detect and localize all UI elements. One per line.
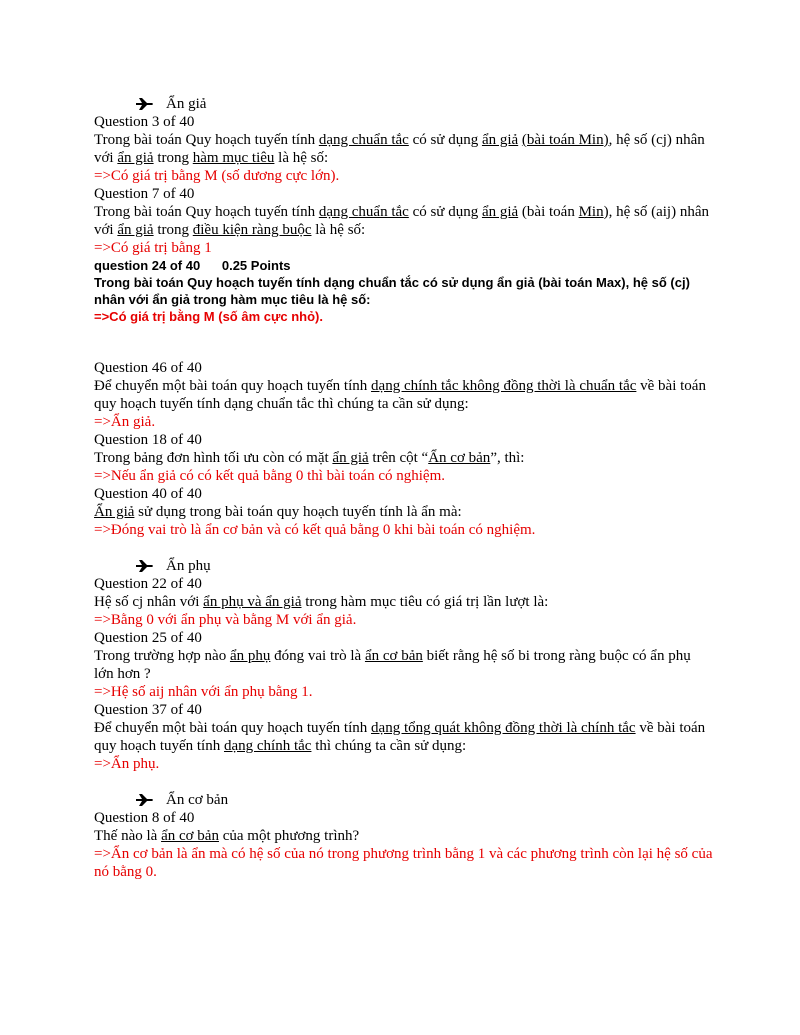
question-7 (94, 185, 714, 257)
question-label: Question 18 of 40 (94, 432, 202, 448)
airplane-icon (136, 559, 154, 573)
question-text (94, 827, 714, 845)
text: Hệ số cj nhân với (94, 594, 204, 610)
underlined-text: (bài toán Min) (521, 132, 609, 148)
text: Trong bài toán Quy hoạch tuyến tính (94, 204, 319, 220)
text: của một phương trình? (218, 828, 360, 844)
section-heading-an-co-ban (94, 791, 714, 809)
question-24 (94, 257, 714, 325)
underlined-text: Ẩn giả (94, 504, 135, 520)
question-text (94, 377, 714, 413)
text: Trong bài toán Quy hoạch tuyến tính (94, 132, 319, 148)
text: trong (153, 222, 193, 238)
underlined-text: ẩn giả (117, 222, 154, 238)
text: là hệ số: (274, 150, 329, 166)
text: , hệ số (cj) nhân với (94, 132, 705, 166)
text: biết rằng hệ số bi trong ràng buộc có ẩn phụ lớn hơn ? (94, 648, 691, 682)
section-title: Ẩn cơ bản (166, 792, 229, 808)
text: ”, thì: (490, 450, 525, 466)
question-text (94, 449, 714, 467)
underlined-text: ẩn giả (117, 150, 154, 166)
spacer (94, 773, 714, 791)
text: về bài toán quy hoạch tuyến tính dạng chuẩn tắc thì chúng ta cần sử dụng: (94, 378, 706, 412)
text: (bài toán (518, 204, 579, 220)
text: trong (153, 150, 193, 166)
underlined-text: ẩn giả (481, 132, 519, 148)
question-text (94, 647, 714, 683)
question-text: Trong bài toán Quy hoạch tuyến tính dạng chuẩn tắc có sử dụng ẩn giả (bài toán Max), hệ số (cj) nhân với ẩn giả trong hàm mục tiêu là hệ số: (94, 275, 690, 307)
question-text (94, 719, 714, 755)
underlined-text: điều kiện ràng buộc (192, 222, 312, 238)
text: ), hệ số (aij) nhân với (94, 204, 709, 238)
question-3 (94, 113, 714, 185)
spacer (94, 325, 714, 359)
section-heading-an-phu (94, 557, 714, 575)
underlined-text: ẩn phụ và ẩn giả (203, 594, 302, 610)
question-label: Question 25 of 40 (94, 630, 202, 646)
spacer (94, 539, 714, 557)
text: Để chuyển một bài toán quy hoạch tuyến tính (94, 720, 372, 736)
text: trong hàm mục tiêu có giá trị lần lượt là: (301, 594, 549, 610)
underlined-text: Ẩn cơ bản (428, 450, 491, 466)
text: về bài toán quy hoạch tuyến tính (94, 720, 706, 754)
answer: =>Đóng vai trò là ẩn cơ bản và có kết quả bằng 0 khi bài toán có nghiệm. (94, 522, 536, 538)
underlined-text: ẩn giả (481, 204, 519, 220)
answer: =>Có giá trị bằng M (số dương cực lớn). (94, 168, 340, 184)
answer: =>Bằng 0 với ẩn phụ và bằng M với ẩn giả. (94, 612, 357, 628)
question-37 (94, 701, 714, 773)
answer: =>Có giá trị bằng M (số âm cực nhỏ). (94, 309, 323, 324)
underlined-text: dạng chuẩn tắc (318, 132, 409, 148)
question-label: Question 22 of 40 (94, 576, 202, 592)
section-title: Ẩn phụ (166, 558, 211, 574)
text: sử dụng trong bài toán quy hoạch tuyến tính là ẩn mà: (134, 504, 462, 520)
underlined-text: ẩn giả (332, 450, 369, 466)
question-text (94, 503, 714, 521)
text: có sử dụng (408, 132, 482, 148)
question-18 (94, 431, 714, 485)
underlined-text: hàm mục tiêu (192, 150, 275, 166)
answer: =>Ẩn phụ. (94, 756, 160, 772)
question-label: question 24 of 40 0.25 Points (94, 258, 291, 273)
text: là hệ số: (311, 222, 366, 238)
answer: =>Ẩn cơ bản là ẩn mà có hệ số của nó trong phương trình bằng 1 và các phương trình còn lại hệ số của nó bằng 0. (94, 846, 713, 880)
text: Trong trường hợp nào (94, 648, 230, 664)
underlined-text: ẩn cơ bản (161, 828, 219, 844)
answer: =>Hệ số aij nhân với ẩn phụ bằng 1. (94, 684, 313, 700)
underlined-text: ẩn phụ (229, 648, 271, 664)
text: đóng vai trò là (270, 648, 365, 664)
underlined-text: dạng chính tắc không đồng thời là chuẩn tắc (371, 378, 637, 394)
question-8 (94, 809, 714, 881)
text: Thế nào là (94, 828, 162, 844)
airplane-icon (136, 793, 154, 807)
airplane-icon (136, 97, 154, 111)
question-text (94, 593, 714, 611)
question-text (94, 203, 714, 239)
underlined-text: dạng chuẩn tắc (318, 204, 409, 220)
question-46 (94, 359, 714, 431)
section-heading-an-gia (94, 95, 714, 113)
text: có sử dụng (408, 204, 482, 220)
answer: =>Ẩn giả. (94, 414, 156, 430)
question-22 (94, 575, 714, 629)
question-40 (94, 485, 714, 539)
question-label: Question 7 of 40 (94, 186, 195, 202)
section-title: Ẩn giả (166, 96, 207, 112)
underlined-text: dạng chính tắc (223, 738, 312, 754)
answer: =>Có giá trị bằng 1 (94, 240, 212, 256)
question-25 (94, 629, 714, 701)
question-label: Question 46 of 40 (94, 360, 202, 376)
text: Để chuyển một bài toán quy hoạch tuyến tính (94, 378, 372, 394)
answer: =>Nếu ẩn giả có có kết quả bằng 0 thì bài toán có nghiệm. (94, 468, 445, 484)
question-label: Question 8 of 40 (94, 810, 195, 826)
document-content (94, 95, 714, 881)
text: Trong bảng đơn hình tối ưu còn có mặt (94, 450, 333, 466)
underlined-text: dạng tổng quát không đồng thời là chính tắc (371, 720, 636, 736)
question-label: Question 40 of 40 (94, 486, 202, 502)
text: thì chúng ta cần sử dụng: (311, 738, 467, 754)
question-text (94, 131, 714, 167)
underlined-text: Min (578, 204, 604, 220)
question-label: Question 37 of 40 (94, 702, 202, 718)
question-label: Question 3 of 40 (94, 114, 195, 130)
underlined-text: ẩn cơ bản (364, 648, 423, 664)
text: trên cột “ (368, 450, 429, 466)
